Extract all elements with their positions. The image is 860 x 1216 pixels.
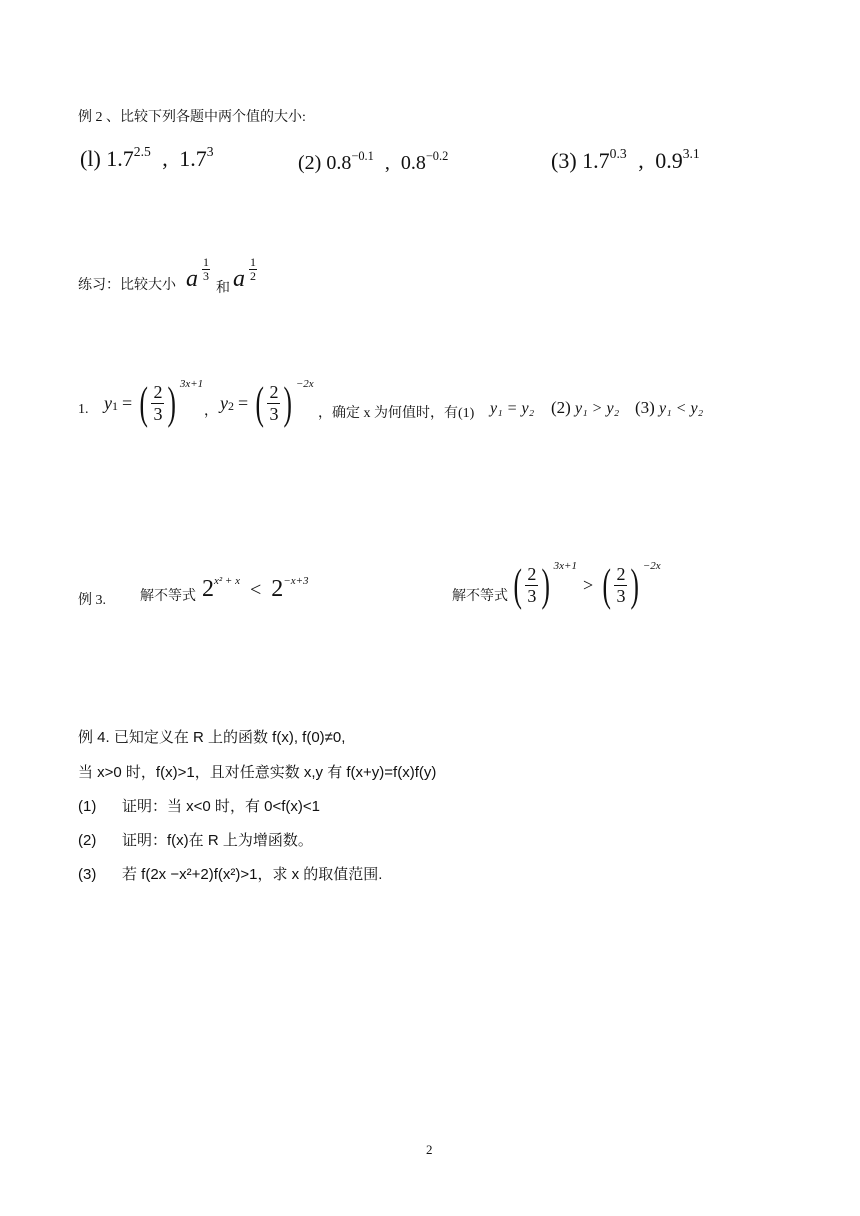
example3-inequality-1: 2x² + x < 2−x+3 [202,575,309,602]
example3-label: 例 3. [78,593,106,608]
item-number: (2) [78,832,97,849]
page-number: 2 [426,1142,433,1157]
example2-item-3 [551,148,700,174]
example2-item-1 [80,146,214,172]
item-number: (1) [78,798,97,815]
problem1-cond3-label: (3) [635,398,655,417]
separator: , [638,148,644,173]
item-text: 证明：当 x<0 时，有 0<f(x)<1 [122,798,320,815]
example2-item-2 [298,149,449,175]
example4-item-2 [78,829,313,850]
practice-expr-1: a $\frac{1}{3}$ [186,255,209,292]
example2-title: 例 2 、比较下列各题中两个值的大小: [78,110,306,125]
separator: , [162,146,168,171]
value-a: $1.7^{0.3}$ [582,146,627,173]
example4-item-1 [78,795,320,816]
problem1-cond2: y₁ > y₂ [575,400,620,417]
item-label: (2) [298,152,322,174]
problem1-cond1: y₁ = y₂ [490,400,535,417]
practice-and: 和 [216,281,230,296]
item-text: 若 f(2x −x²+2)f(x²)>1，求 x 的取值范围. [122,866,383,883]
value-b: $0.9^{3.1}$ [655,146,700,173]
item-label: (3) [551,148,577,173]
problem1-comma: ， [204,404,218,419]
problem1-number: 1. [78,402,89,417]
problem1-y1-expr: y $_1$ = ( $\frac{2}{3}$ ) 3x+1 [104,377,204,428]
problem1-y2-expr: y $_2$ = ( $\frac{2}{3}$ ) −2x [220,377,314,428]
problem1-cond3: y₁ < y₂ [659,400,704,417]
example3-inequality-2: ( $\frac{2}{3}$ ) 3x+1 > ( $\frac{2}{3}$ ) −2x [513,559,661,610]
value-b: $1.7^3$ [179,144,214,171]
item-text: 证明：f(x)在 R 上为增函数。 [122,832,313,849]
problem1-cond2-label: (2) [551,398,571,417]
practice-expr-2: a $\frac{1}{2}$ [233,255,256,292]
value-b: $0.8^{-0.2}$ [400,149,449,174]
value-a: $1.7^{2.5}$ [106,144,151,171]
example4-line0: 例 4. 已知定义在 R 上的函数 f(x), f(0)≠0, [78,729,346,746]
problem1-text: ，确定 x 为何值时，有(1) [318,406,475,421]
example3-solve2: 解不等式 [452,589,508,604]
example4-line1: 当 x>0 时，f(x)>1，且对任意实数 x,y 有 f(x+y)=f(x)f(y) [78,764,437,781]
value-a: $0.8^{-0.1}$ [326,149,374,174]
item-number: (3) [78,866,97,883]
practice-prefix: 练习：比较大小 [78,278,176,293]
example4-item-3 [78,863,382,884]
separator: , [384,152,390,174]
item-label: (l) [80,146,101,171]
example3-solve1: 解不等式 [140,589,196,604]
